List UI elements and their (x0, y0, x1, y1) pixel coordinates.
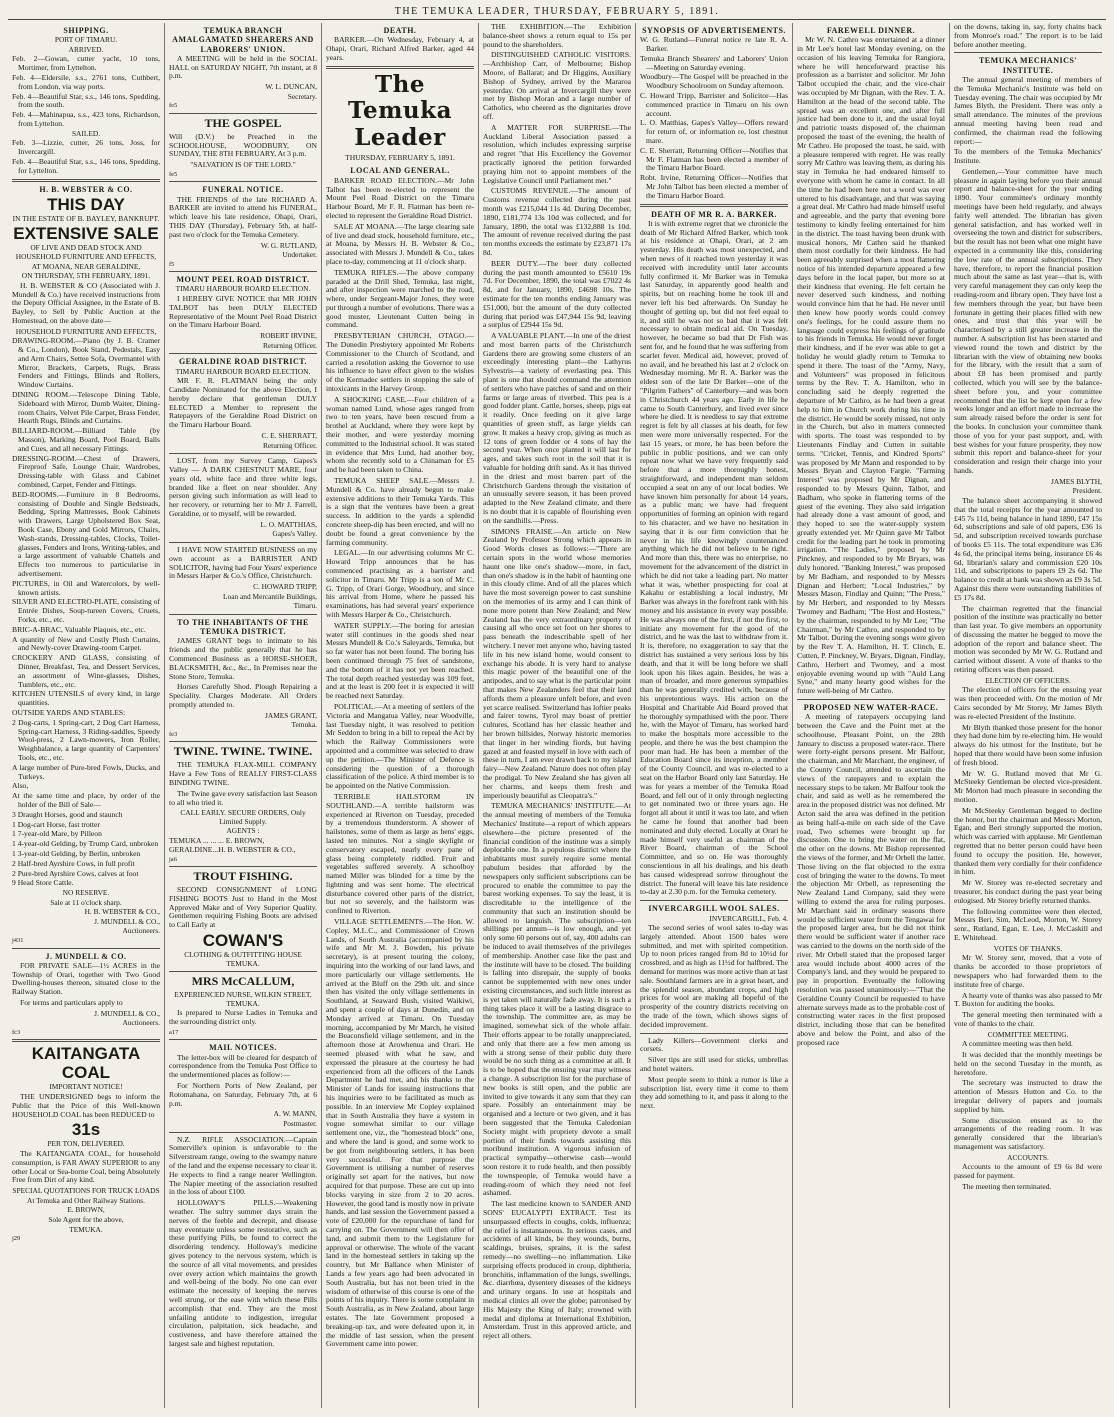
article-paragraph: Mr W. Storey was re-elected secretary and treasurer, his conduct during the past year being eulogised. Mr Storey briefly returned thanks. (954, 878, 1102, 905)
lot-item: 9 Head Store Cattle. (12, 878, 74, 888)
ad-code: f5 (169, 260, 175, 268)
president-role: President. (1072, 486, 1102, 496)
port-title: PORT OF TIMARU. (54, 35, 118, 45)
harbour-signature: ROBERT IRVINE, (260, 331, 317, 341)
divider (169, 271, 317, 272)
thanks-title: VOTES OF THANKS. (993, 943, 1063, 953)
harbour-election-text-2: MR F. R. FLATMAN being the only Candidate Nominated for the above Election, I hereby declare that gentleman DULY ELECTED a Member to represent the Ratepayers of the Geraldine Road District on the Timaru Harbour Board. (169, 376, 317, 430)
article-paragraph: CUSTOMS REVENUE.—The amount of Customs revenue collected during the past month was £215,044 11s 4d. During December, 1890, £181,774 13s 10d was collected, and for January, 1890, the total was £132,888 1s 10d. The amount of revenue received during the past ten months exceeds the estimate by £23,871 17s 8d. (483, 186, 631, 257)
ad-code: fe5 (169, 102, 178, 110)
kaitangata-heading: KAITANGATA (31, 1044, 141, 1064)
section-title: LOCAL AND GENERAL. (350, 166, 450, 176)
harbour-election-title-2: TIMARU HARBOUR BOARD ELECTION. (175, 366, 311, 376)
harbour-signature-2: C. E. SHERRATT, (261, 431, 317, 441)
lot-item: BILLIARD-ROOM.—Billiard Table (by Masson), Marking Board, Pool Board, Balls and Cues, and all necessary Fittings. (12, 426, 160, 453)
article-paragraph: To the members of the Temuka Mechanics' Institute. (954, 147, 1102, 166)
union-signature: W. L. DUNCAN, (265, 82, 317, 92)
signature-mundell: J. MUNDELL & CO., (94, 1008, 160, 1018)
article-paragraph: on the downs, taking in, say, forty chains back from Monroe's road." The report is to be laid before another meeting. (954, 23, 1102, 49)
divider (169, 741, 317, 742)
lot-item: Also, (12, 781, 29, 791)
column-1 (8, 23, 165, 1408)
divider (169, 614, 317, 615)
sale-location: AT MOANA, NEAR GERALDINE, (31, 261, 141, 271)
column-4 (479, 23, 636, 1408)
article-paragraph: SIMONS FRAISE.—An article on New Zealand by Professor Strong which appears in Good Words closes as follows:—"There are certain spots in the world whose memories haunt one like one's shadow—more, in fact, than one's shadow is in the habit of haunting one in this cloudy clime. And of all the places which have the most sovereign power to cast sunshine on the memories of its army and I can think of none more potent than New Zealand; and New Zealand has the very extraordinary property of causing all who once set foot on her shores to pass beneath the indescribable spell of her witchery. I never met anyone who, having tasted life in his new island home, would consent to exchange his abode. It is very hard to analyse this magic power of the beautiful one of the antipodes, and to say what is the particular point that makes New Zealanders feel that their land affords them a pleasure unfelt before, and even yet scarce realised. Switzerland has loftier peaks and fairer towns, Tyrol may boast of prettier cultures, Scotland has her classic heather and her brown hillsides, Norway historic memories that linger in her winding fiords, but having gazed at and feasted myself in love with each of these in turn, I am ever drawn back to my island fairy—New Zealand. Nature does not often play the prodigal. To New Zealand she has given all her charms, and keeps them fresh and imperiously beautiful as Cleopatra's." (483, 526, 631, 800)
article-paragraph: A MATTER FOR SURPRISE.—The Auckland Liberal Association passed a resolution, which includes expressing surprise and regret "that His Excellency the Governor practically ignored the petition forwarded praying him not to appoint members of the Legislative Council until Parliament met." (483, 122, 631, 185)
article-paragraph: The secretary was instructed to draw the attention of Messrs Hutton and Co. to the irregular delivery of papers and journals supplied by him. (954, 1078, 1102, 1114)
arrived-label: ARRIVED. (68, 44, 104, 54)
divider (169, 866, 317, 867)
masthead: THE TEMUKA LEADER, THURSDAY, FEBRUARY 5, 1891. (8, 6, 1106, 20)
tripp-text: I HAVE NOW STARTED BUSINESS on my own account as a BARRISTER AND SOLICITOR, having had Four Years' experience in Messrs Harper & Co.'s Office, Christchurch. (169, 544, 317, 581)
divider (640, 1033, 788, 1034)
coal-text: THE UNDERSIGNED begs to inform the Public that the Price of this Well-known HOUSEHOLD COAL has been REDUCED to (12, 1092, 160, 1119)
divider (169, 353, 317, 354)
synopsis-item: C. Howard Tripp, Barrister and Solicitor—Has commenced practice in Timaru on his own account. (640, 91, 788, 118)
article-paragraph: It is with extreme regret that we chronicle the death of Mr Richard Alfred Barker, which took at his residence at Ohapi, Orari, at 2 am yesterday. His death was most unexpected, and when news of it reached town yesterday it was received with incredulity until later accounts fully confirmed it. Mr Barker was in Temuka last Saturday, in apparently good health and spirits, but on reaching home he took ill and never left his bed afterwards. On Sunday he thought of getting up, but did not feel equal to it, and still he was not so bad that it was felt necessary to obtain medical aid. On Tuesday, however, he became so bad that Dr Fish was sent for, and he found that he was suffering from scarlet fever. Medical aid, however, proved of no avail, and he breathed his last at 2 o'clock on Wednesday morning. Mr R. A. Barker was the eldest son of the late Dr Barker—one of the "Pilgrim Fathers" of Canterbury—and was born in Christchurch 44 years ago. Early in life he came to South Canterbury, and lived ever since where he died. It is needless to say that extreme regret is felt by all classes at his death, for few men were more universally respected. For the last 15 years, or more, he has been before the public in public positions, and we can only repeat now what we have very frequently said before that a more thoroughly honest, straightforward, and independent man seldom occupied a seat on any of our local bodies. We have known him personally for about 14 years, as a public man; we have had frequent opportunities of forming an opinion with regard to his character, and we have no hesitation in saying that it is our firm conviction that he never in his life knowingly countenanced anything which he did not believe to be right. And more than this, there was no enterprise, no movement for the advancement of the district in which he did not take a leading part. No matter what it was, whether prospecting for coal at Kakahu or establishing a local industry, Mr Barker was always in the forefront rank with his money and his assistance in every way possible. He was always one of the first, if not the first, to initiate any movement for the good of the district, and he was the last to withdraw from it. It is, therefore, no exaggeration to say that the district has sustained a very serious loss by his death, and that it will be long before we shall look upon his likes again. Besides, he was a man of broader, and more generous sympathies than he was generally credited with, because of his unpretentious ways. His action on the Hospital and Charitable Aid Board proved that he thoroughly sympathised with the poor. There he, with the Mayor of Timaru, has worked hard to make the hospitals more accessible to the people, and there he was the best champion the poor man had. He has been a member of the Education Board since its inception, a member of the County Council, and was re-elected to a seat on the Harbor Board only last Saturday. He was for years a member of the Temuka Road Board, and fell out of it only through neglecting to get nominated two or three years ago. He forgot all about it until it was too late, and when he came he found that another had been nominated and duly elected. Locally at Orari he made himself very useful as chairman of the River Board, chairman of the School Committee, and so on. He was thoroughly conscientious in all his dealings, and his death has caused widespread sorrow throughout the district. The funeral will leave his late residence to-day at 2.30 p.m. for the Temuka cemetery. (640, 218, 789, 897)
paper-title-block (326, 72, 474, 163)
synopsis-item: W. G. Rutland—Funeral notice re late R. A. Barker. (640, 35, 788, 54)
shipping-title: SHIPPING. (63, 26, 109, 35)
columns (8, 23, 1106, 1408)
article-paragraph: WATER SUPPLY.—The boring for artesian water still continues in the goods shed near Messrs Mundell & Co.'s Saleyards, Temuka, but so far water has not been found. The boring has been continued through 75 feet of sandstone, and the bottom of it has not yet been reached. The total depth reached yesterday was 109 feet, and at the least is 200 feet it is expected it will be reached next Saturday. (326, 620, 474, 701)
lost-location: Gapes's Valley. (272, 529, 317, 539)
lady-killers-text: Lady Killers—Government clerks and corsets. (640, 1035, 788, 1054)
election-title: ELECTION OF OFFICERS. (985, 675, 1071, 685)
farewell-title: FAREWELL DINNER. (826, 26, 916, 35)
article-paragraph: The balance sheet accompanying it showed that the total receipts for the year amounted to £45 7s 11d, being balance in hand 1890, £47 15s 6d, subscriptions and sale of old papers, £36 1s 5d, and subscription received towards purchase of books £5 11s. The total expenditure was £36 4s 6d, the principal items being, insurance £6 4s 6d, librarian's salary and commission £20 10s 11d, and subscriptions to papers £9 2s 6d. The balance to credit at bank was shown as £9 3s 5d. Against this there were outstanding liabilities of £5 17s 8d. (954, 495, 1102, 602)
arrival-item: Feb. 4—Mahinapua, s.s., 423 tons, Richardson, from Lyttelton. (12, 110, 160, 128)
twine-heading: TWINE. TWINE. TWINE. (173, 744, 313, 759)
flax-text-2: The Twine gave every satisfaction last Season to all who tried it. (169, 788, 317, 807)
article-paragraph: The annual general meeting of members of the Temuka Mechanic's Institute was held on Tuesday evening. The chair was occupied by Mr James Blyth, the President. There was only a small attendance. The minutes of the previous annual meeting having been read and confirmed, the chairman read the following report:— (954, 74, 1102, 146)
inhabitants-title: TO THE INHABITANTS OF THE TEMUKA DISTRICT. (177, 617, 309, 637)
trout-text: SECOND CONSIGNMENT of LONG FISHING BOOTS Just to Hand in the Most Approved Make and of Very Superior Quality. Gentlemen requiring Fishing Boots are advised to Call Early at (169, 885, 317, 930)
terms-text: For terms and particulars apply to (20, 997, 123, 1007)
ad-code: fc3 (12, 1028, 21, 1036)
divider (12, 179, 160, 182)
article-paragraph: Mr Blyth thanked those present for the honor they had done him by re-electing him. He would always do his utmost for the Institute, but he hoped that there would have been some infusion of fresh blood. (954, 722, 1102, 767)
ad-code: fe5 (169, 170, 178, 178)
article-paragraph: TEMUKA RIFLES.—The above company paraded at the Drill Shed, Temuka, last night, and after inspection were marched to the road, where, under Sergeant-Major Jones, they were put through a number of evolutions. There was a good muster, Lieutenant Cutten being in command. (326, 267, 474, 330)
trout-heading: TROUT FISHING. (193, 869, 293, 884)
column-7 (950, 23, 1106, 1408)
coal-heading: COAL (61, 1063, 111, 1083)
coal-price: 31s (71, 1120, 101, 1140)
signature-webster: H. B. WEBSTER & CO., (84, 907, 160, 917)
furniture-title: HOUSEHOLD FURNITURE AND EFFECTS, (15, 326, 157, 336)
column-2 (165, 23, 322, 1408)
wool-dateline: INVERCARGILL, Feb. 4. (709, 913, 788, 923)
lot-item: KITCHEN UTENSILS of every kind, in large quantities. (12, 689, 160, 708)
article-paragraph: The last medicine known to SANDER AND SONS' EUCALYPTI EXTRACT. Test its unsurpassed effects in coughs, colds, influenza; the relief is instantaneous. In serious cases, and accidents of all kinds, be they wounds, burns, scaldings, bruises, sprains, it is the safest remedy—no swelling—no inflammation. Like surprising effects produced in croup, diphtheria, bronchitis, inflammation of the lungs, swellings, &c. diarrhœa, dysentery diseases of the kidneys and urinary organs. In use at hospitals and medical clinics all over the globe; patronised by His Majesty the King of Italy; crowned with medal and diploma at International Exhibition, Amsterdam. Trust in this approved article, and reject all others. (483, 1199, 631, 1341)
synopsis-item: Temuka Branch Shearers' and Laborers' Union—Meeting on Saturday evening. (640, 53, 788, 72)
article-paragraph: The general meeting then terminated with a vote of thanks to the chair. (954, 1010, 1102, 1028)
lot-item: DRESSING-ROOM.—Chest of Drawers, Fireproof Safe, Lounge Chair, Wardrobes, Dressing-table with Glass and Cabinet combined, Carpet, Fender and Fittings. (12, 453, 160, 490)
funeral-title: FUNERAL NOTICE. (202, 185, 284, 195)
private-sale-text: FOR PRIVATE SALE—1½ ACRES in the Township of Orari, together with Two Good Dwelling-houses thereon, situated close to the Railway Station. (12, 960, 160, 997)
special-quotations: SPECIAL QUOTATIONS FOR TRUCK LOADS (12, 1186, 160, 1196)
article-paragraph: Gentlemen,—Your committee have much pleasure in again laying before you their annual report and balance-sheet for the year ending 1890. Your committee's ordinary monthly meetings have been held regularly, and always fairly well attended. The librarian has given general satisfaction, and has worked well in overseeing the town and district for subscribers, but the result has not been what one might have expected in a community like this, considering the low rate of the annual subscriptions. They have, therefore, to report the financial position much about the same as last year—that is, with very careful management they can only keep the reading-room and library open. They have lost a few members through the year, but have been fortunate in getting their places filled with new ones, and trust that this year will be characterised by a still greater increase in the number. A subscription list has been started and viewed round the town and district by the librarian with the view of obtaining new books for the library, with the result that a sum of about £8 has been promised and partly collected, which you will see by the balance-sheet before you, and your committee recommend that the list be kept open for a few weeks longer and an effort made to increase the sum already raised before the order is sent for the books. In conclusion your committee thank those of you for your past support, and, with best wishes for your future prosperity, they now submit this report and balance-sheet for your consideration and resign their charge into your hands. (954, 166, 1102, 475)
mail-role: Postmaster. (283, 1119, 317, 1129)
per-ton: PER TON, DELIVERED. (47, 1139, 125, 1149)
article-paragraph: SALE AT MOANA.—The large clearing sale of live and dead stock, household furniture, etc., at Moana, by Messrs H. B. Webster & Co., associated with Messrs J. Mundell & Co., takes place to-day, commencing at 11 o'clock sharp. (326, 221, 474, 266)
funeral-signature: W. G. RUTLAND, (260, 240, 317, 250)
divider (169, 113, 317, 114)
dateline: THURSDAY, FEBRUARY 5, 1891. (345, 152, 455, 162)
article-paragraph: TEMUKA MECHANICS' INSTITUTE.—At the annual meeting of members of the Temuka Mechanics' Institute—a report of which appears elsewhere—the picture presented of the financial condition of the institute was a simply deplorable one. In a populous district where the inhabitants must surely require some mental pabulum besides that afforded by the newspapers only sufficient subscriptions can be procured to enable the committee to pay the barest working expenses. To say the least, it is discreditable to the intelligence of the community that such an institution should be allowed to languish. The subscription—ten shillings per annum—is low enough, and yet only some 60 persons out of, say, 400 adults can be induced to avail themselves of the privileges of membership. Another case like the past and the institute will have to be closed. The building is falling into disrepair, the supply of books cannot be supplemented with new ones under existing circumstances, and such little interest as is yet taken will naturally fade away. It is such a thing takes place it will be a lasting disgrace to the township. The committee are, as may be imagined, somewhat sick of the whole affair. Their efforts appear to be totally unappreciated, and only that there are a few men among us with a strong sense of their public duty there would be no such thing as a committee at all. It is to be hoped that the ensuing year may witness a change. A subscription list for the purchase of new books is still open, and the public are invited to give towards it any sum that they can spare. Possibly an entertainment may be organised and a lecture or two given, and it has been suggested that the Temuka Caledonian Society might with propriety devote a small portion of their funds towards assisting this moribund institution. A vigorous infusion of practical sympathy—otherwise cash—would soon restore it to rude health, and then possibly the townspeople, of Temuka would have a reading-room of which they need not feel ashamed. (483, 801, 631, 1198)
column-6 (793, 23, 950, 1408)
sailings-list (12, 139, 160, 175)
grant-text: JAMES GRANT begs to intimate to his friends and the public generally that he has Commenced Business as a HORSE-SHOER, BLACKSMITH, &c., &c., In Premises near the Stone Store, Temuka. (169, 636, 317, 681)
article-paragraph: Mr W. G. Rutland moved that Mr G. McSteeky Gentleman be elected vice-president. Mr Morton had much pleasure in seconding the motion. (954, 768, 1102, 805)
firm-title: H. B. WEBSTER & CO. (39, 184, 133, 194)
synopsis-item: Woodbury—The Gospel will be preached in the Woodbury Schoolroom on Sunday afternoon. (640, 72, 788, 91)
harbour-role-2: Returning Officer. (262, 440, 317, 450)
article-paragraph: The following committee were then elected, Messrs Beri, Sim, McLeod, Morton, W. Storey senr., Rutland, Egan, E. Lee, J. McCaskill and E. Whitehead. (954, 906, 1102, 942)
wool-title: INVERCARGILL WOOL SALES. (648, 904, 780, 914)
death-article-title: DEATH OF MR R. A. BARKER. (651, 209, 777, 219)
sale-date: ON THURSDAY, 5TH FEBRUARY, 1891. (21, 271, 151, 281)
agents-label: AGENTS : (226, 826, 260, 836)
divider (954, 52, 1102, 53)
lost-signature: L. O. MATTHIAS, (260, 519, 317, 529)
article-paragraph: A SHOCKING CASE.—Four children of a woman named Lund, whose ages ranged from two to ten years, have been rescued from a brothel at Auckland, where they were kept by their mother, and were yesterday morning committed to the Industrial school. It was stated in evidence that Mrs Lund, had another boy, whom she recently sold to a Chinaman for £5 and he had been taken to China. (326, 394, 474, 475)
article-paragraph: BARKER ROAD ELECTION.—Mr John Talbot has been re-elected to represent the Mount Peel Road District on the Timaru Harbour Board, Mr F. R. Flatman has been re-elected to represent the Geraldine Road District. (326, 175, 474, 220)
lot-item: 3 Draught Horses, good and staunch (12, 809, 123, 819)
lot-item: 1 3-year-old Gelding, by Berlin, unbroken (12, 848, 141, 858)
signature-auctioneers: Auctioneers. (122, 1018, 160, 1028)
mail-text: The letter-box will be cleared for despatch of correspondence from the Temuka Post Office to the undermentioned places as follow:— (169, 1052, 317, 1080)
column-3 (322, 23, 479, 1408)
arrivals-list (12, 55, 160, 128)
ad-code: j431 (12, 936, 24, 944)
article-paragraph: The chairman regretted that the financial position of the institute was practically no better than last year. To give members an opportunity of discussing the matter he begged to move the adoption of the report and balance sheet. The motion was seconded by Mr W. G. Rutland and carried without dissent. A vote of thanks to the retiring officers was then passed. (954, 603, 1102, 675)
harbour-election-title: TIMARU HARBOUR BOARD ELECTION. (175, 284, 311, 294)
lot-item: 2 Dog-carts, 1 Spring-cart, 2 Dog Cart Harness, Spring-cart Harness, 3 Riding-saddles, Speedy Wool-press, 2 Lawn-mowers, Iron Roller, Weighbalance, a large quantity of Carpenters' Tools, etc., etc. (12, 717, 160, 762)
rumor-text: Most people seem to think a rumor is like a subscription list, every time it come to them they add something to it, and pass it along to the next. (640, 1074, 788, 1111)
article-paragraph: Mr McSteeky Gentleman begged to decline the honor, but the chairman and Messrs Morton, Egan, and Beri strongly supported the motion, which was carried with applause. Mr Gentleman regretted that no better person could have been found to occupy the position. He, however, thanked them very cordially for their confidence in him. (954, 805, 1102, 877)
union-title: TEMUKA BRANCH AMALGAMATED SHEARERS AND LABORERS' UNION. (172, 26, 314, 54)
extensive-sale-heading: EXTENSIVE SALE (13, 224, 159, 244)
president-signature: JAMES BLYTH, (1051, 476, 1102, 486)
article-paragraph: Mr W. N. Cathro was entertained at a dinner in Mr Lee's hotel last Monday evening, on the occasion of his leaving Temuka for Rangiora, where he will henceforward practise his profession as a barrister and solicitor. Mr John Talbot occupied the chair, and the vice-chair was occupied by Mr Dignan, with the Rev. T. A. Hamilton at the head of the second table. The spread was an excellent one, and after full justice had been done to it, and the usual loyal and patriotic toasts disposed of, the chairman proposed the toast of the evening, the health of Mr Cathro. He proposed the toast, he said, with a pleasure tempered with regret. He was really sorry Mr Cathro was leaving them, as during his stay in Temuka he had endeared himself to everyone with whom he came in contact. In all the time he had been here not a word was ever uttered to his disadvantage, and that was saying a great deal. Mr Cathro had made himself useful and agreeable, and the party that evening bore testimony to kindly feeling entertained for him in the district. The toast having been drunk with musical honors, Mr Cathro said he thanked them most cordially for their kindness. He had been agreeably surprised when a most flattering notice of his intended departure appeared a few days before in the local paper, but more so at their kindness that evening. He felt certain he never deserved such kindness, and nothing would convince him that he had. He never until then knew how poorly words could convey one's feelings, for he could assure them no language could express his feelings of gratitude to his friends in Temuka. He would never forget their kindness, and if he ever was able to get a holiday he would gladly return to Temuka to spend it there. The toast of the "Army, Navy, and Volunteers" was proposed in felicitous terms by the Rev. T. A. Hamilton, who in concluding said he deeply regretted the departure of Mr Cathro, as he had been a great help to him in Church work during his time in the district. He would be sorely missed, not only in the Church, but also in matters connected with sports. The toast was responded to by Lieutenants Findlay and Cutten in suitable terms. "Cricket, Tennis, and Kindred Sports" was proposed by Mr Mann and responded to by Messrs Bryan and Clayton Fargie. "Farming Interest" was proposed by Mr Dignan, and responded to by Messrs Quinn, Talbot, and Badham, who spoke in flattering terms of the guest of the evening. They also said irrigation had already done a vast amount of good, and they hoped to see the water-supply system greatly extended yet. Mr Quinn gave Mr Talbot credit for the leading part he took in promoting irrigation. "The Ladies," proposed by Mr Pinckney, and responded to by Mr Bryars, was duly honored. "Banking Interest," was proposed by Mr Badham, and responded to by Messrs Dignan and Herbert; "Local Industries," by Messrs Mason, Findlay and Quinn; "The Press," by Mr Herbert, and responded to by Messrs Twomey and Badham; "The Host and Hostess," by the chairman, responded to by Mr Lee; "The Chairman," by Mr Cathro, and responded to by Mr Talbot. During the evening songs were given by the Rev T. A. Hamilton, H. T. Clinch, E. Cutten, P. Pinckney, W. Bryars, Dignan, Findlay, Cathro, Herbert and Twomey, and a most enjoyable evening wound up with "Auld Lang Syne," and many hearty good wishes for the future well-being of Mr Cathro. (797, 35, 945, 696)
lot-item: A quantity of New and Costly Plush Curtains, and Newly-cover Drawing-room Carpet. (12, 634, 160, 653)
institute-title: TEMUKA MECHANICS' INSTITUTE. (978, 56, 1078, 75)
article-paragraph: The election of officers for the ensuing year was then proceeded with. On the motion of Mr Cairs seconded by Mr Storey, Mr James Blyth was re-elected President of the Institute. (954, 685, 1102, 721)
lot-item: 1 7-year-old Mare, by Pilleon (12, 829, 102, 839)
mccallum-text: Is prepared to Nurse Ladies in Temuka and the surrounding district only. (169, 1008, 317, 1027)
town: TEMUKA. (69, 1224, 103, 1234)
article-paragraph: A committee meeting was then held. (962, 1039, 1073, 1049)
divider (169, 971, 317, 972)
union-text: A MEETING will be held in the SOCIAL HALL on SATURDAY NIGHT, 7th instant, at 8 p.m. (169, 53, 317, 81)
arrival-item: Feb. 2—Gowan, cutter yacht, 10 tons, Mortimer, from Lyttelton. (12, 54, 160, 73)
lot-item: A large number of Pure-bred Fowls, Ducks, and Turkeys. (12, 762, 160, 781)
ad-code: a17 (169, 1028, 179, 1036)
lot-item: DINING ROOM.—Telescope Dining Table, Sideboard with Mirror, Dumb Waiter, Dining-room Chairs, Velvet Pile Carpet, Brass Fender, Hearth Rugs, Blinds and Curtains. (12, 390, 160, 426)
flax-text: THE TEMUKA FLAX-MILL COMPANY Have a Few Tons of REALLY FIRST-CLASS BINDING TWINE. (169, 760, 317, 787)
synopsis-item: C. E. Sherratt, Returning Officer—Notifies that Mr F. Flatman has been elected a member of the Timaru Harbor Board. (640, 145, 788, 173)
divider (169, 542, 317, 543)
lot-item: 1 Dog-cart Horse, fast trotter (12, 819, 100, 829)
lot-item: PICTURES, in Oil and Watercolors, by well-known artists. (12, 578, 160, 597)
lot-item: BED-ROOMS.—Furniture in 8 Bedrooms, consisting of Double and Single Bedsteads, Bedding, Spring Mattresses, Book Cabinets with Drawers, Large Upholstered Box Seat, Book Case, Ebony and Gold Mirrors, Chairs, Wash-stands, Dressing-tables, Clocks, Toilet-glasses, Fenders and Irons, Writing-tables, and a large assortment of valuable Chattels and Effects too numerous to particularise in advertisement. (12, 489, 160, 578)
funeral-role: Undertaker. (282, 250, 317, 260)
mccallum-sub: EXPERIENCED NURSE, WILKIN STREET, TEMUKA. (174, 990, 312, 1008)
agent-temuka: TEMUKA ... ... ... E. BROWN, (169, 836, 265, 846)
mail-signature: A. W. MANN, (273, 1109, 317, 1119)
ad-code: fe3 (169, 730, 178, 738)
article-paragraph: TEMUKA SHEEP SALE.—Messrs J. Mundell & Co. have already begun to make extensive additions to their Temuka Yards. This is a sign that the ventures have been a great success. In addition to the yards a splendid concrete sheep-dip has been erected, and will no doubt be found a great convenience by the farming community. (326, 476, 474, 547)
article-paragraph: A meeting of ratepayers occupying land between the Cave and the Point met at the schoolhouse, Pleasant Point, on the 28th January to discuss a proposed water-race. There were forty-eight persons present. Mr Balfour, the chairman, and Mr Marchant, the engineer, of the County Council, attended to ascertain the views of the ratepayers and to explain the necessary steps to be taken. Mr Balfour took the chair, and said as well as he remembered the area in the proposed district was not defined. Mr Acton said the area was defined in the petition as being half-a-mile on each side of the Cave road, Two schemes were brought up for discussion. One to bring the water on the flat, the other on the downs. Mr Bishop represented the views of the former, and Mr Orbell the latter. Those living on the flat objected to the extra cost of bringing the water to the downs. To meet the objection Mr Orbell, as representing the New Zealand Land Company, said they were willing to extend the area for ruling purposes. Mr Marchant said in ordinary seasons there would be sufficient water from the Tengawai for the proposed larger area, but he did not think there would be sufficient water if another race was carried to the downs on the north side of the river. Mr Orbell stated that the proposed larger area would include about 4000 acres of the Company's land, and they would be prepared to pay in proportion. Eventually the following resolution was passed unanimously:—"That the Geraldine County Council be requested to have alternate surveys made as to the probable cost of constructing water races in the first proposed district, including those that can be benefited above and below the Point, and also of the proposed race (797, 712, 945, 1047)
article-paragraph: LEGAL.—In our advertising columns Mr C. Howard Tripp announces that he has commenced practising as a barrister and solicitor in Timaru. Mr Tripp is a son of Mr C. G. Tripp, of Orari Gorge, Woodbury, and since his arrival from Home, where he passed his examinations, has had several years' experience with Messrs Harper & Co., Christchurch. (326, 548, 474, 619)
lot-item: At the same time and place, by order of the holder of the Bill of Sale— (12, 791, 160, 809)
grant-signature: JAMES GRANT, (264, 710, 317, 720)
divider (169, 1132, 317, 1133)
holloway-text: HOLLOWAY'S PILLS.—Weakening weather. The sultry summer days strain the nerves of the feeble and decrepit, and disease may eventuate unless some restorative, such as these purifying Pills, be found to correct the disordering tendency. Holloway's medicine gives potency to the nervous system, which is the source of all vital movements, and presides over every action which maintains the growth and well-being of the body. No one can ever estimate the necessity of keeping the nerves well strung, or the ease with which these Pills accomplish that end. They are the most unfailing antidote to indigestion, irregular circulation, palpitation, sick headache, and costiveness, and have therefore attained the largest sale and highest reputation. (169, 1198, 317, 1348)
article-paragraph: VILLAGE SETTLEMENTS.—The Hon. W. Copley, M.L.C., and Commissioner of Crown Lands, of South Australia (accompanied by his wife and Mr M. J. Bowden, his private secretary), is at present touring the colony, inquiring into the working of our land laws, and more particularly our village settlements. He arrived at the Bluff on the 29th ult. and since then has visited the only village settlements in Southland, at Seaward Bush, visited Waikiwi, and spent a couple of days at Dunedin, and on Monday arrived at Timaru. On Tuesday morning, accompanied by Mr March, he visited the Beaconsfield village settlement, and in the afternoon those at Arowhenua and Orari. He seemed pleased with what he saw, and expressed the pleasure at the courtesy he had experienced from all the officers of the Lands Department he had met, and his thanks to the Minister of Lands for issuing instructions that his inquiries were to be facilitated as much as possible. In an interview Mr Copley explained that in South Australia they have a system in vogue somewhat similar to our village settlement one, viz., the "homestead block" one, and where the land is good, and some work to be got from neighbouring settlers, it has been very successful. For that purpose the Government is utilising a number of reserves originally set apart for the natives, but now acquired for that purpose. These are cut up into blocks varying in size from 2 to 20 acres. However, the good land is mostly now in private hands, and last session the Government passed a vote of £20,000 for the repurchase of land for carrying on. The Government will then offer of land, and submit them to the Legislature for approval or otherwise. The whole of the vacant land in the homestead settlers in taking up the country, but Mr Ballance when Minister of Lands a few years ago had been advocated in South Australia, but has not been tried in the wisdom of otherwise of this course is one of the points of his inquiry. There is some complaint in South Australia, as in New Zealand, about large estates. The late Government proposed a breaking-up tax, and were defeated upon it, in the middle of last session, when the present Government came into power. (326, 917, 474, 1349)
sale-time: Sale at 11 o'clock sharp. (50, 897, 122, 907)
sailing-item: Feb. 4—Beautiful Star, s.s., 146 tons, Spedding, for Lyttelton. (12, 156, 160, 175)
article-paragraph: A hearty vote of thanks was also passed to Mr T. Buxton for auditing the books. (954, 990, 1102, 1009)
sale-items-line: OF LIVE AND DEAD STOCK AND HOUSEHOLD FURNITURE AND EFFECTS, (15, 243, 157, 261)
sailing-item: Feb. 3—Lizzie, cutter, 26 tons, Joss, for Invercargill. (12, 138, 160, 157)
article-paragraph: DISTINGUISHED CATHOLIC VISITORS.—Archbishop Carr, of Melbourne; Bishop Moore, of Ballarat; and Dr Higgins, Auxiliary Bishop of Sydney, arrived by the Mararoa yesterday. On arrival at Invercargill they were met by Bishop Moran and a large number of Catholics, who cheered as the dignitaries drove off. (483, 50, 631, 121)
mccallum-heading: MRS McCALLUM, (191, 974, 295, 989)
synopsis-item: L. O. Matthias, Gapes's Valley—Offers reward for return of, or information re, lost chestnut mare. (640, 118, 788, 146)
ad-code: j29 (12, 1235, 21, 1243)
article-paragraph: Accounts to the amount of £9 6s 8d were passed for payment. (954, 1162, 1102, 1181)
signature-auctioneers: Auctioneers. (122, 926, 160, 936)
lot-item: 2 Pure-bred Ayrshire Cows, calves at foot (12, 868, 139, 878)
signature-mundell: J. MUNDELL & CO., (94, 916, 160, 926)
synopsis-list (640, 36, 788, 200)
tripp-signature: C. HOWARD TRIPP, (253, 582, 317, 592)
divider (797, 699, 945, 700)
sale-lots (12, 337, 160, 888)
gospel-quote: "SALVATION IS OF THE LORD." (190, 160, 296, 170)
article-paragraph: Some discussion ensued as to the arrangements of the reading room. It was generally considered that the librarian's management was satisfactory. (954, 1115, 1102, 1152)
article-paragraph: THE EXHIBITION.—The Exhibition balance-sheet shows a return equal to 15s per pound to the shareholders. (483, 23, 631, 49)
arrival-item: Feb. 4—Beautiful Star, s.s., 146 tons, Spedding, from the south. (12, 91, 160, 110)
mail-title: MAIL NOTICES. (209, 1043, 277, 1053)
tripp-address: Loan and Mercantile Buildings, (222, 591, 317, 601)
lot-item: CROCKERY AND GLASS, consisting of Dinner, Breakfast, Tea, and Dessert Services, an assortment of Wine-glasses, Dishes, Tumblers, etc., etc. (12, 653, 160, 689)
important-notice: IMPORTANT NOTICE! (49, 1082, 123, 1092)
mundell-title: J. MUNDELL & CO. (45, 951, 127, 961)
article-paragraph: Mr W. Storey senr, moved, that a vote of thanks be accorded to those proprietors of newspapers who had forwarded them to the institute free of charge. (954, 953, 1102, 989)
synopsis-item: Robt. Irvine, Returning Officer—Notifies that Mr John Talbot has been elected a member of the Timaru Harbor Board. (640, 173, 788, 200)
wool-text: The second series of wool sales to-day was largely attended. About 1500 bales were submitted, and met with spirited competition. Up to noon prices ranged from 8d to 10½d for crossbred, and as high as 11½d for halfbred. The demand for merinos was more active than at last sale. Southland farmers are in a great heart, and the splendid season, abundant crops, and high prices for wool are making all hopeful of the prosperity of the country districts receiving on the trade of the town, which shows signs of decided improvement. (640, 923, 788, 1029)
grant-text-2: Horses Carefully Shod. Plough Repairing a Speciality. Charges Moderate. All Orders promptly attended to. (169, 682, 317, 709)
agent-geraldine: GERALDINE...H. B. WEBSTER & CO., (169, 844, 296, 854)
brown-name: E. BROWN, (67, 1205, 105, 1215)
article-paragraph: A VALUABLE PLANT.—In one of the driest and most barren parts of the Christchurch Gardens there are growing some clusters of an exceedingly interesting plant—the Lathyrus Sylvestris—a variety of everlasting pea. This plant is one that should command the attention of settlers who have patches of sand and on their farms or large areas of riverbed. This pea is a good fodder plant. Cattle, horses, sheep, pigs eat it readily. Once feeding on it give large quantities of green stuff, as large yields can grow. It makes a heavy crop, giving as much as 12 tons of green fodder or 4 tons of hay the second year. When once planted it will last for ages, and takes such root in the soil that it is valuable for holding drift sand. As it has thrived in the driest and most barren part of the Christchurch Gardens through the visitation of an unusually severe season, it has been proved adapted to the New Zealand climate, and there is no doubt that it is capable of flourishing even on the sandhills.—Press. (483, 331, 631, 525)
lot-item: DRAWING-ROOM.—Piano (by J. B. Cramer & Co., London), Book Stand, Pedestals, Easy and Arm Chairs, Settee Sofa, Overmantel with Mirror, Brackets, Carpets, Rugs, Brass Fenders and Fittings, Blinds and Rollers, Window Curtains. (12, 336, 160, 390)
harbour-role: Returning Officer. (262, 340, 317, 350)
divider (326, 66, 474, 69)
mount-peel-title: MOUNT PEEL ROAD DISTRICT. (176, 275, 310, 285)
divider (169, 181, 317, 182)
tripp-town: Timaru. (293, 601, 317, 611)
ad-code: ja6 (169, 855, 177, 863)
lost-mare-text: LOST, from my Survey Camp, Gapes's Valley — A DARK CHESTNUT MARE, four years old, white face and three white legs, branded like a fleet on near shoulder. Any person giving such information as will lead to her recovery, or returning her to Mr J. Farrell, Geraldine, or to myself, will be rewarded. (169, 456, 317, 518)
this-day-heading: THIS DAY (47, 194, 125, 214)
lot-item: SILVER AND ELECTRO-PLATE, consisting of Entrée Dishes, Soup-tureen Covers, Cruets, Forks, etc., etc. (12, 597, 161, 624)
rifle-text: N.Z. RIFLE ASSOCIATION.—Captain Somerville's opinion is unfavorable to the Silverstream range, owing to the swampy nature of the land and the expense necessary to clear it. He expects to find a range nearer Wellington. The Napier meeting of the association resulted in the loss of about £100. (169, 1134, 317, 1197)
grant-town: Temuka. (291, 720, 317, 730)
divider (640, 900, 788, 901)
cowan-heading: COWAN'S (202, 931, 284, 951)
sale-intro: H. B. WEBSTER & CO (Associated with J. Mundell & Co.) have received instructions from the Deputy Official Assignee, in the Estate of B. Bayley, to Sell by Public Auction at the Homestead, on the above date— (12, 280, 160, 325)
article-paragraph: The meeting then terminated. (962, 1182, 1052, 1192)
stations: At Temuka and Other Railway Stations. (27, 1195, 145, 1205)
union-role: Secretary. (287, 91, 317, 101)
geraldine-title: GERALDINE ROAD DISTRICT. (178, 357, 308, 367)
divider (169, 453, 317, 454)
article-paragraph: BEER DUTY.—The beer duty collected during the past month amounted to £5610 19s 7d. For December, 1890, the total was £7022 4s 8d, and for January, 1890, £4698 10s. The estimate for the ten months ending January was £51,000, but the amount of the duty collected during that period was £47,944 15s 9d, leaving a surplus of £2944 15s 9d. (483, 258, 631, 330)
gospel-text: Will (D.V.) be Preached in the SCHOOLHOUSE, WOODBURY, ON SUNDAY, THE 8TH FEBRUARY, At 3 p.m. (169, 131, 317, 159)
gospel-title: THE GOSPEL (204, 115, 282, 130)
column-5 (636, 23, 793, 1408)
divider (12, 1039, 160, 1042)
lot-item: 1 4-year-old Gelding, by Trump Card, unbroken (12, 839, 159, 849)
sole-agent: Sole Agent for the above, (48, 1214, 124, 1224)
committee-title: COMMITTEE MEETING. (987, 1029, 1069, 1039)
flax-call: CALL EARLY. SECURE ORDERS, Only Limited Supply. (180, 808, 306, 826)
article-paragraph: TERRIBLE HAILSTORM IN SOUTHLAND.—A terrible hailstorm was experienced at Riverton on Tuesday, preceded by a tremendous thunderstorm. A shower of hailstones, some of them as large as hens' eggs, lasted ten minutes. Not a single skylight or conservatory escaped, nearly every pane of glass being completely riddled. Fruit and vegetables suffered severely. A schoolboy named Miller was blinded for a time by the lightning and was sent home. The electrical disturbance covered other parts of the district, but not so severely, and the hailstorm was confined to Riverton. (326, 791, 474, 916)
harbour-election-text: I HEREBY GIVE NOTICE that MR JOHN TALBOT has been DULY ELECTED Representative of the Mount Peel Road District on the Timaru Harbour Board. (169, 294, 317, 330)
article-paragraph: It was decided that the monthly meetings be held on the second Tuesday in the month, as heretofore. (954, 1050, 1102, 1077)
cowan-sub: CLOTHING & OUTFITTING HOUSE TEMUKA. (184, 950, 302, 968)
accounts-title: ACCOUNTS. (1007, 1152, 1049, 1162)
no-reserve: NO RESERVE. (62, 888, 110, 898)
mail-text-2: For Northern Ports of New Zealand, per Rotomahana, on Saturday, February 7th, at 6 p.m. (169, 1081, 317, 1108)
paper-title: The Temuka Leader (347, 70, 452, 151)
lot-item: BRIC-A-BRAC, Valuable Plaques, etc., etc. (12, 624, 146, 634)
sailed-label: SAILED. (71, 128, 101, 138)
silver-tips-text: Silver tips are still used for sticks, umbrellas and hotel waiters. (640, 1055, 788, 1074)
divider (640, 204, 788, 207)
article-paragraph: POLITICAL.—At a meeting of settlers of the Victoria and Mangatua Valley, near Woodville, last Tuesday night, it was resolved to petition Mr Seddon to bring in a bill to repeal the Act by which the Railway Commissioners were appointed and a committee was selected to draw up the petition.—The Minister of Defence is considering the question of a thorough classification of the police. A third member is to be appointed on the Native Commission. (326, 701, 474, 791)
death-notice: BARKER.—On Wednesday, February 4, at Ohapi, Orari, Richard Alfred Barker, aged 44 years. (326, 35, 474, 62)
arrival-item: Feb. 4—Eldersile, s.s., 2761 tons, Cuthbert, from London, via way ports. (12, 73, 160, 91)
lot-item: 2 Half-bred Ayrshire Cows, in full profit (12, 858, 135, 868)
coal-text-2: The KAITANGATA COAL, for household consumption, is FAR AWAY SUPERIOR to any other Local or Sea-borne Coal, being Absolutely Free from Dirt of any kind. (12, 1149, 160, 1185)
synopsis-title: SYNOPSIS OF ADVERTISEMENTS. (642, 26, 786, 35)
water-race-title: PROPOSED NEW WATER-RACE. (803, 703, 939, 713)
funeral-text: THE FRIENDS of the late RICHARD A. BARKER are invited to attend his FUNERAL, which leave his late residence, Ohapi, Orari, THIS DAY (Thursday), February 5th, at half-past two o'clock for the Temuka Cemetery. (169, 194, 317, 239)
divider (169, 1039, 317, 1040)
death-title: DEATH. (383, 26, 417, 35)
divider (12, 948, 160, 949)
lot-item: OUTSIDE YARDS AND STABLES: (12, 707, 126, 717)
estate-line: IN THE ESTATE OF B. BAYLEY, BANKRUPT. (12, 213, 160, 223)
article-paragraph: PRESBYTERIAN CHURCH, OTAGO.—The Dunedin Presbytery appointed Mr Roberts Commissioner to the Church of Scotland, and carried a resolution asking the Governor to use his influence to have effect given to the wishes of the Kermadec settlers in stopping the sale of intoxicants in the Harvey Group. (326, 331, 474, 394)
